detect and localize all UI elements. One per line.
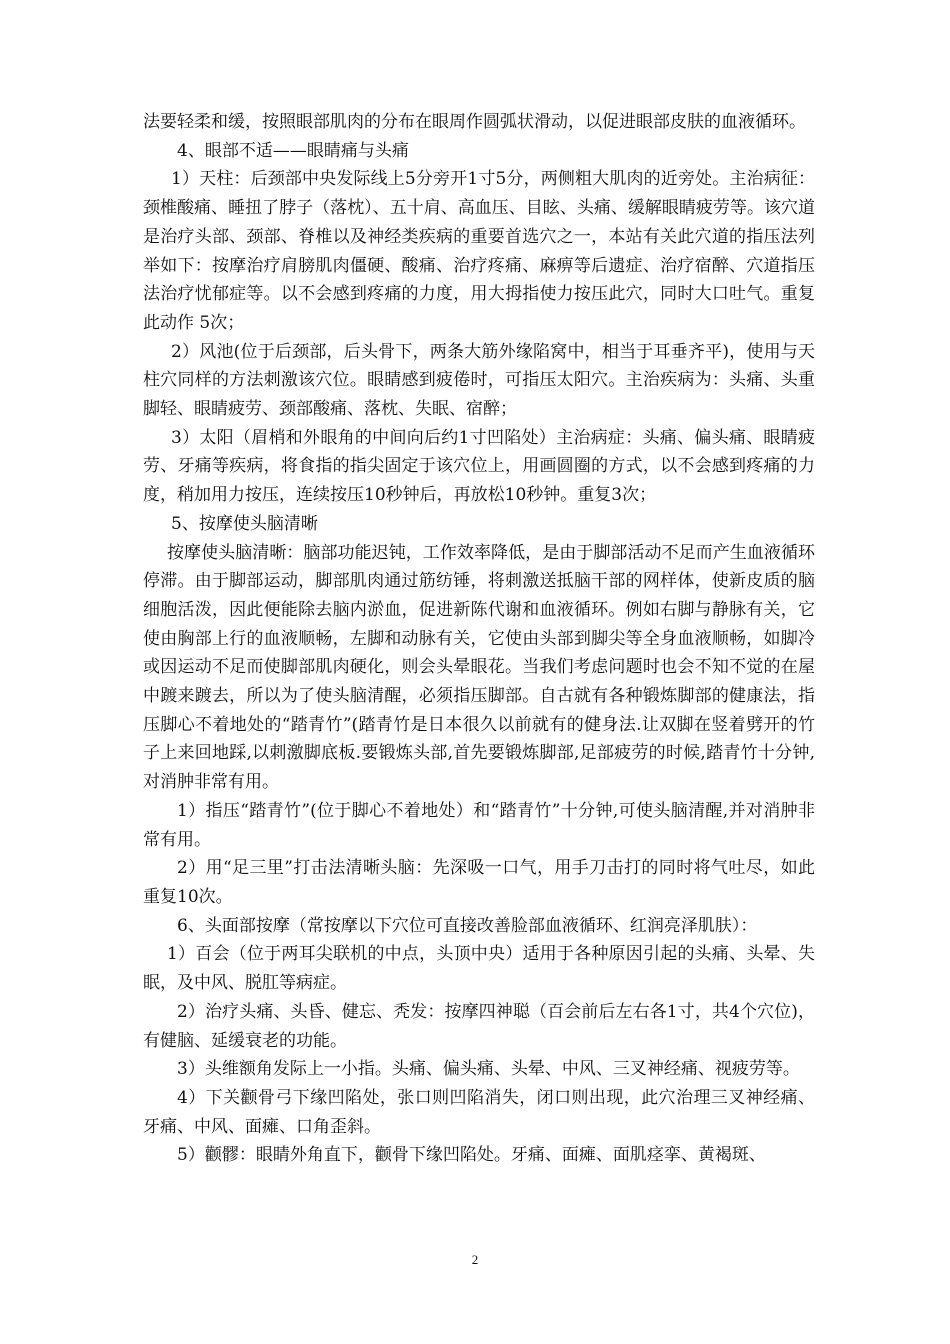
paragraph-taiyang: 3）太阳（眉梢和外眼角的中间向后约1寸凹陷处）主治病症：头痛、偏头痛、眼睛疲劳、牙痛等疾病，将食指的指尖固定于该穴位上，用画圆圈的方式，以不会感到疼痛的力度，稍加用力按压，连续按压10秒钟后，再放松10秒钟。重复3次； [143,427,815,506]
paragraph-taqingzhu: 1）指压“踏青竹”(位于脚心不着地处）和“踏青竹”十分钟,可使头脑清醒,并对消肿非常有用。 [143,800,815,850]
page-number: 2 [471,1252,479,1267]
paragraph-sishencong: 2）治疗头痛、头昏、健忘、秃发：按摩四神聪（百会前后左右各1寸，共4个穴位)，有健脑、延缓衰老的功能。 [143,1001,815,1051]
paragraph-baihui: 1）百会（位于两耳尖联机的中点，头顶中央）适用于各种原因引起的头痛、头晕、失眠，及中风、脱肛等病症。 [143,944,815,994]
paragraph-clear-mind: 按摩使头脑清晰：脑部功能迟钝，工作效率降低，是由于脚部活动不足而产生血液循环停滞。由于脚部运动，脚部肌肉通过筋纺锤，将刺激送抵脑干部的网样体，使新皮质的脑细胞活泼，因此便能除去脑内淤血，促进新陈代谢和血液循环。例如右脚与静脉有关，它使由胸部上行的血液顺畅，左脚和动脉有关，它使由头部到脚尖等全身血液顺畅，如脚冷或因运动不足而使脚部肌肉硬化，则会头晕眼花。当我们考虑问题时也会不知不觉的在屋中踱来踱去，所以为了使头脑清醒，必须指压脚部。自古就有各种锻炼脚部的健康法，指压脚心不着地处的“踏青竹”(踏青竹是日本很久以前就有的健身法.让双脚在竖着劈开的竹子上来回地踩,以刺激脚底板.要锻炼头部,首先要锻炼脚部,足部疲劳的时候,踏青竹十分钟,对消肿非常有用。 [143,542,815,793]
paragraph-touwei: 3）头维额角发际上一小指。头痛、偏头痛、头晕、中风、三叉神经痛、视疲劳等。 [177,1059,800,1080]
section-heading-clear-mind: 5、按摩使头脑清晰 [171,513,318,534]
paragraph-xiaguan: 4）下关颧骨弓下缘凹陷处，张口则凹陷消失，闭口则出现，此穴治理三叉神经痛、牙痛、中风、面瘫、口角歪斜。 [143,1087,815,1137]
paragraph-fengchi: 2）风池(位于后颈部，后头骨下，两条大筋外缘陷窝中，相当于耳垂齐平)，使用与天柱穴同样的方法刺激该穴位。眼睛感到疲倦时，可指压太阳穴。主治疾病为：头痛、头重脚轻、眼睛疲劳、颈部酸痛、落枕、失眠、宿醉； [143,341,815,420]
paragraph-tianzhu: 1）天柱：后颈部中央发际线上5分旁开1寸5分，两侧粗大肌肉的近旁处。主治病征：颈椎酸痛、睡扭了脖子（落枕）、五十肩、高血压、目眩、头痛、缓解眼睛疲劳等。该穴道是治疗头部、颈部、脊椎以及神经类疾病的重要首选穴之一，本站有关此穴道的指压法列举如下：按摩治疗肩膀肌肉僵硬、酸痛、治疗疼痛、麻痹等后遗症、治疗宿醉、穴道指压法治疗忧郁症等。以不会感到疼痛的力度，用大拇指使力按压此穴，同时大口吐气。重复此动作 5次； [143,169,815,333]
paragraph-zusanli: 2）用“足三里”打击法清晰头脑：先深吸一口气，用手刀击打的同时将气吐尽，如此重复10次。 [143,858,815,907]
paragraph-intro-continuation: 法要轻柔和缓，按照眼部肌肉的分布在眼周作圆弧状滑动，以促进眼部皮肤的血液循环。 [143,112,806,132]
section-heading-eye-discomfort: 4、眼部不适——眼睛痛与头痛 [177,140,409,161]
document-body [143,108,815,1170]
section-heading-face-massage: 6、头面部按摩（常按摩以下穴位可直接改善脸部血液循环、红润亮泽肌肤）： [177,915,758,936]
paragraph-quanliao: 5）颧髎：眼睛外角直下，颧骨下缘凹陷处。牙痛、面瘫、面肌痉挛、黄褐斑、 [177,1145,766,1166]
